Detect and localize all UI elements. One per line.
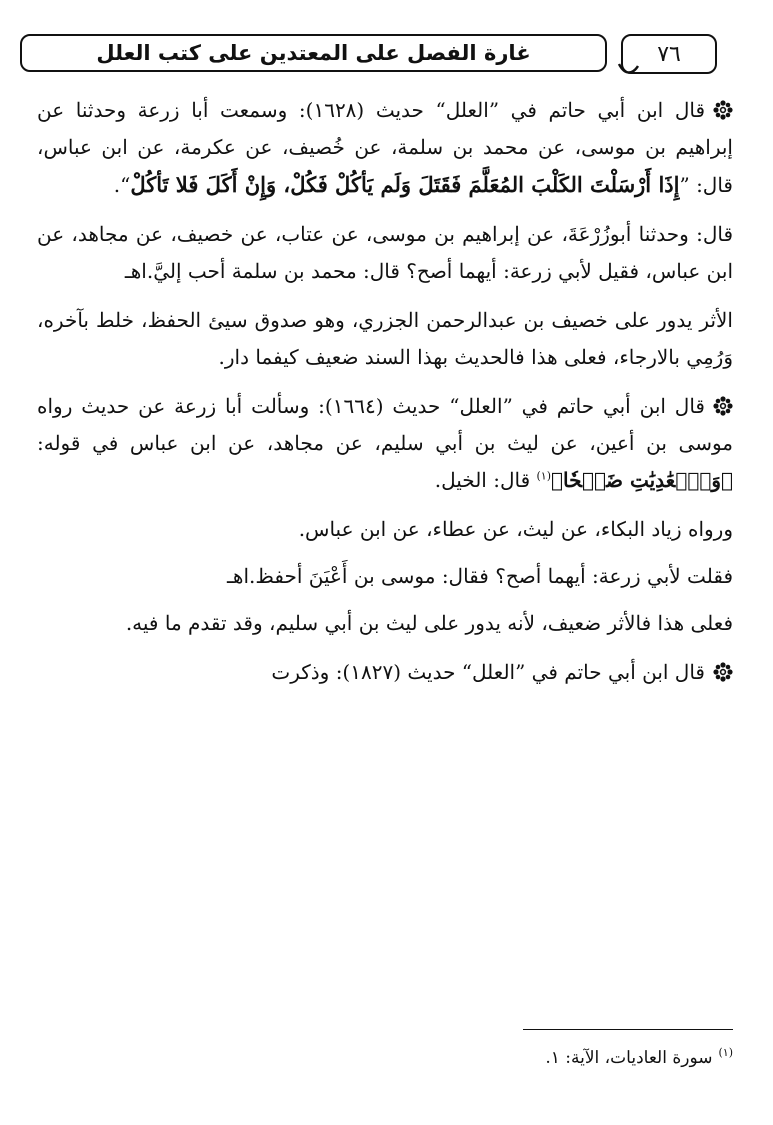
flower-star-icon <box>713 100 733 120</box>
paragraph-4-end: قال: الخيل. <box>434 468 537 492</box>
footnote-reference[interactable]: (١) <box>536 469 552 483</box>
paragraph-4-intro: قال ابن أبي حاتم في ”العلل“ حديث (١٦٦٤): وسألت أبا زرعة عن حديث رواه موسى بن أعين، عن ليث بن أبي سليم، عن مجاهد، عن ابن عباس في قوله: <box>37 394 733 455</box>
header-title-box <box>20 34 607 72</box>
paragraph-6: فقلت لأبي زرعة: أيهما أصح؟ فقال: موسى بن أَعْيَنَ أحفظ.اهـ <box>227 564 733 588</box>
footnote <box>545 1046 733 1070</box>
page-number: ٧٦ <box>657 41 681 67</box>
paragraph-4 <box>37 388 733 499</box>
page-header <box>20 34 717 74</box>
paragraph-1 <box>37 92 733 204</box>
hadith-text: إِذَا أَرْسَلْتَ الكَلْبَ المُعَلَّمَ فَقَتَلَ وَلَم يَأكُلْ فَكُلْ، وَإِنْ أَكَلَ فَلا تَأكُلْ <box>130 172 680 197</box>
page-body <box>37 92 733 703</box>
book-title: غارة الفصل على المعتدين على كتب العلل <box>96 41 531 65</box>
flourish-icon <box>617 62 639 76</box>
page-number-box <box>621 34 717 74</box>
paragraph-3: الأثر يدور على خصيف بن عبدالرحمن الجزري، وهو صدوق سيئ الحفظ، خلط بآخره، وَرُمِي بالارجاء، فعلى هذا فالحديث بهذا السند ضعيف كيفما دار. <box>37 308 733 369</box>
footnote-text: سورة العاديات، الآية: ١. <box>545 1048 713 1068</box>
footnote-number: (١) <box>718 1046 733 1060</box>
paragraph-7: فعلى هذا فالأثر ضعيف، لأنه يدور على ليث بن أبي سليم، وقد تقدم ما فيه. <box>125 611 733 635</box>
paragraph-5: ورواه زياد البكاء، عن ليث، عن عطاء، عن ابن عباس. <box>298 517 733 541</box>
paragraph-2: قال: وحدثنا أبوزُرْعَةَ، عن إبراهيم بن موسى، عن عتاب، عن خصيف، عن مجاهد، عن ابن عباس، فقيل لأبي زرعة: أيهما أصح؟ قال: محمد بن سلمة أحب إليَّ.اهـ <box>37 222 733 283</box>
paragraph-1-intro: قال ابن أبي حاتم في ”العلل“ حديث (١٦٢٨): وسمعت أبا زرعة وحدثنا عن إبراهيم بن موسى، عن محمد بن سلمة، عن خُصيف، عن عكرمة، عن ابن عباس، قال: ” <box>37 98 733 197</box>
paragraph-8-text: قال ابن أبي حاتم في ”العلل“ حديث (١٨٢٧): وذكرت <box>271 660 705 684</box>
flower-star-icon <box>713 396 733 416</box>
paragraph-1-end: “. <box>113 173 131 197</box>
footnote-divider <box>523 1029 733 1030</box>
flower-star-icon <box>713 662 733 682</box>
quran-verse: ﴿وَٱلۡعَٰدِيَٰتِ ضَبۡحٗا﴾ <box>551 468 733 492</box>
paragraph-8 <box>37 654 733 691</box>
